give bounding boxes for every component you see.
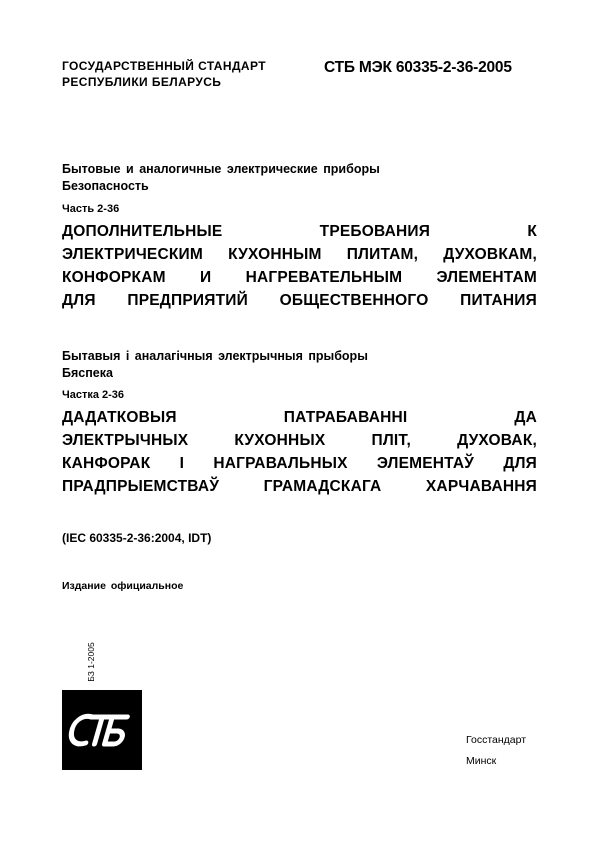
ru-title-line-4: ДЛЯ ПРЕДПРИЯТИЙ ОБЩЕСТВЕННОГО ПИТАНИЯ [62, 292, 537, 309]
stb-logo-icon [62, 690, 142, 770]
by-title-line-1: ДАДАТКОВЫЯ ПАТРАБАВАННІ ДА [62, 409, 537, 426]
stb-logo [62, 690, 142, 770]
standard-code: СТБ МЭК 60335-2-36-2005 [324, 59, 512, 76]
issuer-line-2: РЕСПУБЛИКИ БЕЛАРУСЬ [62, 75, 222, 89]
issuer-line-1: ГОСУДАРСТВЕННЫЙ СТАНДАРТ [62, 59, 266, 73]
ru-title-line-3: КОНФОРКАМ И НАГРЕВАТЕЛЬНЫМ ЭЛЕМЕНТАМ [62, 269, 537, 286]
ru-title-line-2: ЭЛЕКТРИЧЕСКИМ КУХОННЫМ ПЛИТАМ, ДУХОВКАМ, [62, 246, 537, 263]
ru-subtitle [62, 161, 380, 195]
publisher: Госстандарт [466, 734, 527, 746]
edition-label: Издание официальное [62, 580, 184, 592]
ru-subtitle-line-1: Бытовые и аналогичные электрические приборы [62, 162, 380, 176]
by-title-line-2: ЭЛЕКТРЫЧНЫХ КУХОННЫХ ПЛІТ, ДУХОВАК, [62, 432, 537, 449]
city: Минск [466, 755, 497, 767]
by-title-line-3: КАНФОРАК І НАГРАВАЛЬНЫХ ЭЛЕМЕНТАЎ ДЛЯ [62, 455, 537, 472]
issuer-block [62, 58, 266, 90]
by-subtitle [62, 348, 368, 382]
side-code: БЗ 1-2005 [86, 642, 96, 682]
ru-title-line-1: ДОПОЛНИТЕЛЬНЫЕ ТРЕБОВАНИЯ К [62, 223, 537, 240]
by-title-line-4: ПРАДПРЫЕМСТВАЎ ГРАМАДСКАГА ХАРЧАВАННЯ [62, 478, 537, 495]
ru-subtitle-line-2: Безопасность [62, 179, 149, 193]
by-part-number: Частка 2-36 [62, 389, 125, 401]
by-subtitle-line-2: Бяспека [62, 366, 113, 380]
ru-title [62, 220, 537, 312]
by-title [62, 406, 537, 498]
by-subtitle-line-1: Бытавыя і аналагічныя электрычныя прыборы [62, 349, 368, 363]
ru-part-number: Часть 2-36 [62, 203, 120, 215]
iec-reference: (IEC 60335-2-36:2004, IDT) [62, 531, 212, 545]
